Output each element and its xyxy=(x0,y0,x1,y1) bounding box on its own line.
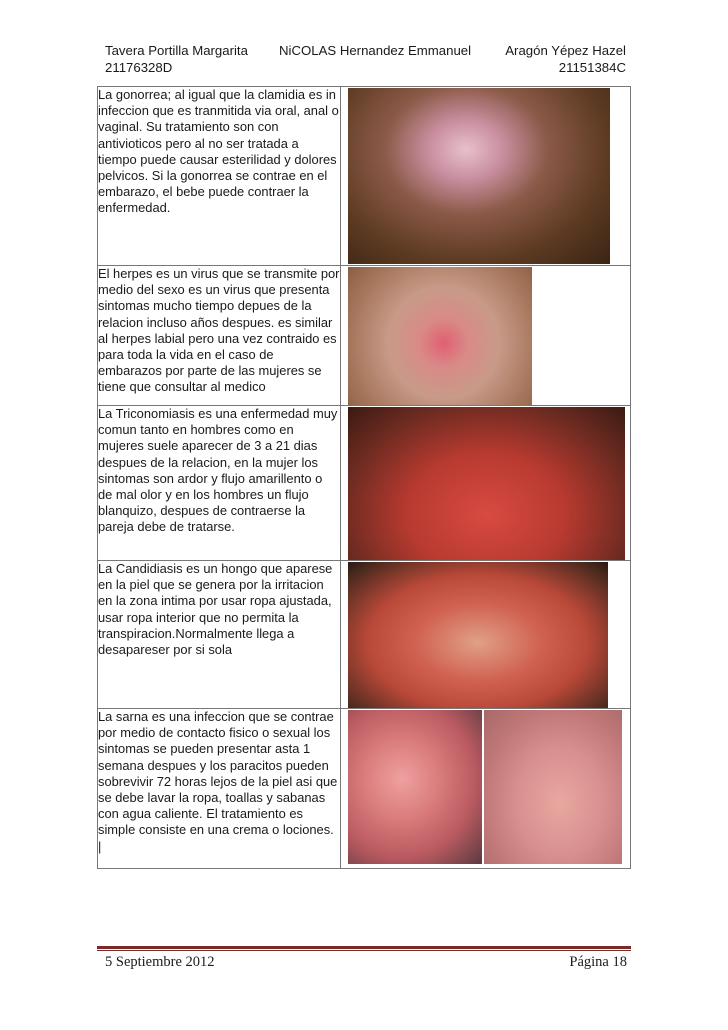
table-row xyxy=(98,561,631,709)
candidiasis-photo xyxy=(348,562,608,708)
table-row xyxy=(98,87,631,266)
sarna-photo-cell xyxy=(341,709,631,869)
triconomiasis-photo xyxy=(348,407,625,560)
disease-table xyxy=(97,86,631,869)
herpes-photo-cell xyxy=(341,266,631,406)
triconomiasis-description: La Triconomiasis es una enfermedad muy comun tanto en hombres como en mujeres suele aparecer de 3 a 21 dias despues de la relacion, en la mujer los sintomas son ardor y flujo amarillento o de mal olor y en los hombres un flujo blanquizo, despues de contraerse la pareja debe de tratarse. xyxy=(98,406,341,561)
gonorrea-photo xyxy=(348,88,610,264)
footer-date: 5 Septiembre 2012 xyxy=(105,954,215,970)
table-row xyxy=(98,709,631,869)
footer-page-number: Página 18 xyxy=(569,954,627,970)
table-row xyxy=(98,406,631,561)
footer-rule-thin xyxy=(97,950,631,951)
author2-name: NiCOLAS Hernandez Emmanuel xyxy=(279,43,472,58)
sarna-photo-right xyxy=(484,710,622,864)
gonorrea-description: La gonorrea; al igual que la clamidia es in infeccion que es tranmitida via oral, anal o vaginal. Su tratamiento son con antivioticos pero al no ser tratada a tiempo puede causar esterilidad y dolores pelvicos. Si la gonorrea se contrae en el embarazo, el bebe puede contraer la enfermedad. xyxy=(98,87,341,266)
triconomiasis-photo-cell xyxy=(341,406,631,561)
herpes-photo xyxy=(348,267,532,405)
footer-rule xyxy=(97,946,631,949)
sarna-description: La sarna es una infeccion que se contrae por medio de contacto fisico o sexual los sintomas se pueden presentar asta 1 semana despues y los paracitos pueden sobrevivir 72 horas lejos de la piel asi que se debe lavar la ropa, toallas y sabanas con agua caliente. El tratamiento es simple consiste en una crema o lociones. | xyxy=(98,709,341,869)
author3-id: 21151384C xyxy=(558,60,626,75)
table-row xyxy=(98,266,631,406)
gonorrea-photo-cell xyxy=(341,87,631,266)
candidiasis-description: La Candidiasis es un hongo que aparese en la piel que se genera por la irritacion en la zona intima por usar ropa ajustada, usar ropa interior que no permita la transpiracion.Normalmente llega a desapareser por si sola xyxy=(98,561,341,709)
candidiasis-photo-cell xyxy=(341,561,631,709)
author1-id: 21176328D xyxy=(105,60,173,75)
author3-name: Aragón Yépez Hazel xyxy=(505,43,626,58)
author1-name: Tavera Portilla Margarita xyxy=(105,43,248,58)
sarna-photo-left xyxy=(348,710,482,864)
herpes-description: El herpes es un virus que se transmite por medio del sexo es un virus que presenta sintomas mucho tiempo depues de la relacion incluso años despues. es similar al herpes labial pero una vez contraido es para toda la vida en el caso de embarazos por parte de las mujeres se tiene que consultar al medico xyxy=(98,266,341,406)
